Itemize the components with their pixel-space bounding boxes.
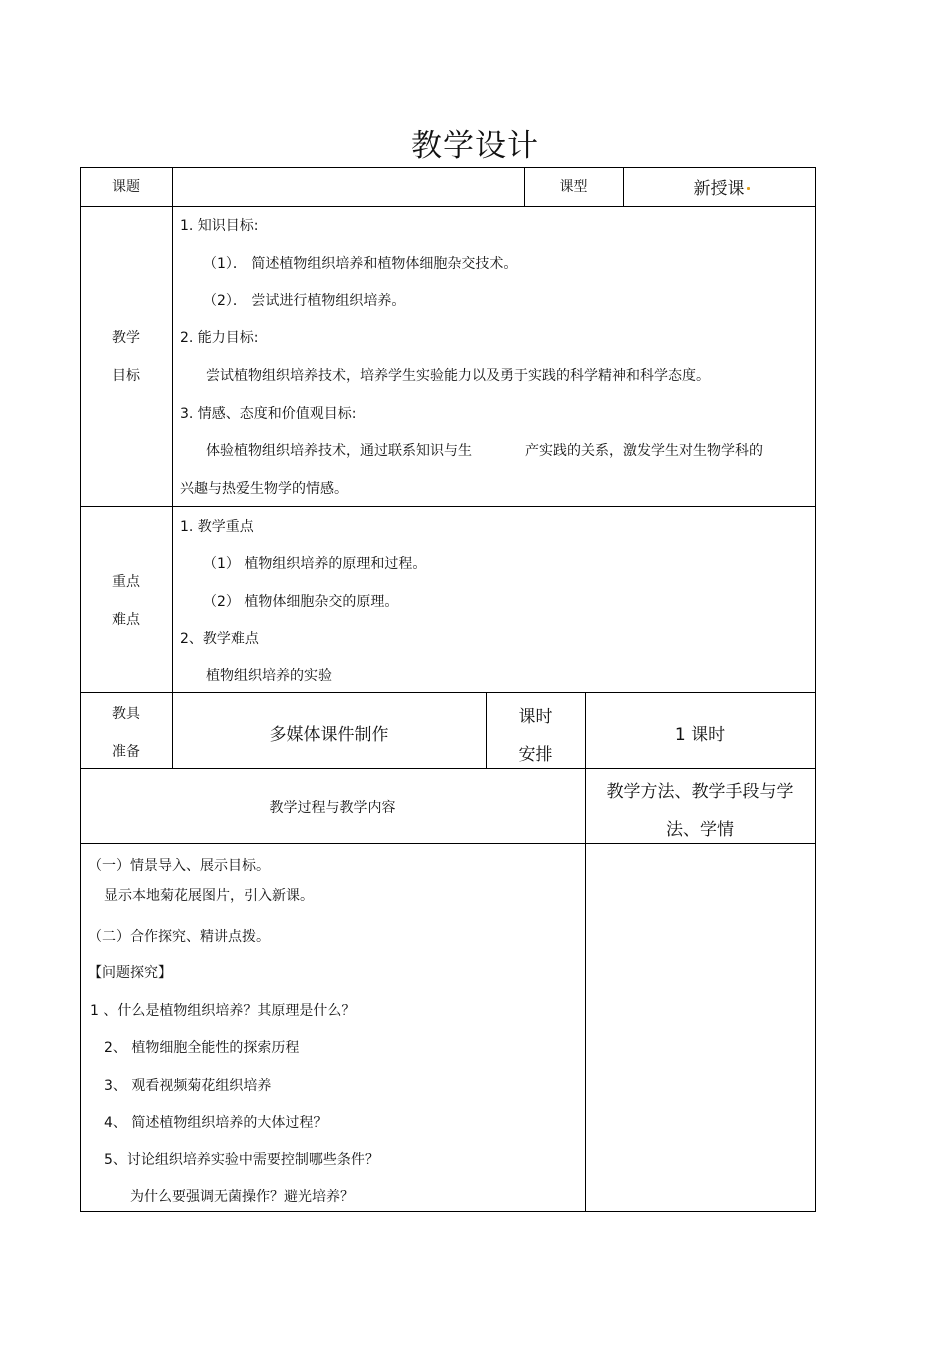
- table-border-bottom: [80, 1211, 816, 1212]
- objective-line: 尝试植物组织培养技术，培养学生实验能力以及勇于实践的科学精神和科学态度。: [206, 368, 710, 384]
- column-divider: [172, 167, 173, 768]
- table-border-top: [80, 167, 816, 168]
- time-label-1: 课时: [518, 707, 553, 727]
- keypoint-line: （2） 植物体细胞杂交的原理。: [203, 594, 399, 610]
- objective-line: 体验植物组织培养技术，通过联系知识与生: [206, 443, 472, 459]
- process-line: 3、 观看视频菊花组织培养: [104, 1078, 272, 1094]
- process-line: （二）合作探究、精讲点拨。: [88, 929, 270, 945]
- objectives-label-1: 教学: [112, 330, 140, 346]
- table-border-left: [80, 167, 81, 1211]
- process-line: 1 、什么是植物组织培养？其原理是什么？: [90, 1003, 356, 1019]
- objective-line: 产实践的关系，激发学生对生物学科的: [525, 443, 763, 459]
- time-label-2: 安排: [518, 745, 553, 765]
- row-divider: [80, 506, 816, 507]
- process-line: 为什么要强调无菌操作？避光培养？: [130, 1189, 354, 1205]
- tools-label-1: 教具: [112, 706, 140, 722]
- process-line: 4、 简述植物组织培养的大体过程？: [104, 1115, 328, 1131]
- objective-line: 3. 情感、态度和价值观目标:: [180, 406, 357, 422]
- keypoints-label-1: 重点: [112, 574, 140, 590]
- process-line: （一）情景导入、展示目标。: [88, 858, 270, 874]
- process-line: 【问题探究】: [88, 965, 172, 981]
- objective-line: （2）． 尝试进行植物组织培养。: [203, 293, 406, 309]
- type-label: 课型: [559, 179, 588, 195]
- row-divider: [80, 843, 816, 844]
- objectives-label-2: 目标: [112, 368, 140, 384]
- objective-line: （1）． 简述植物组织培养和植物体细胞杂交技术。: [203, 256, 518, 272]
- process-header-right-1: 教学方法、教学手段与学: [606, 782, 794, 802]
- column-divider: [585, 692, 586, 1211]
- keypoints-label-2: 难点: [112, 612, 140, 628]
- table-border-right: [815, 167, 816, 1211]
- tools-value: 多媒体课件制作: [269, 725, 389, 745]
- keypoint-line: 2、教学难点: [180, 631, 259, 647]
- type-value: 新授课: [693, 179, 745, 199]
- row-divider: [80, 692, 816, 693]
- keypoint-line: （1） 植物组织培养的原理和过程。: [203, 556, 427, 572]
- page-title: 教学设计: [411, 128, 539, 164]
- keypoint-line: 1. 教学重点: [180, 519, 254, 535]
- process-header-right-2: 法、学情: [666, 820, 734, 840]
- objective-line: 1. 知识目标:: [180, 218, 259, 234]
- objective-line: 2. 能力目标:: [180, 330, 259, 346]
- row-divider: [80, 768, 816, 769]
- process-line: 显示本地菊花展图片，引入新课。: [104, 888, 314, 904]
- mark-dot: [747, 187, 750, 190]
- keypoint-line: 植物组织培养的实验: [206, 668, 332, 684]
- row-divider: [80, 206, 816, 207]
- objective-line: 兴趣与热爱生物学的情感。: [180, 481, 348, 497]
- process-line: 5、讨论组织培养实验中需要控制哪些条件？: [104, 1152, 379, 1168]
- tools-label-2: 准备: [112, 744, 140, 760]
- process-header-left: 教学过程与教学内容: [269, 800, 396, 816]
- topic-label: 课题: [112, 179, 140, 195]
- process-line: 2、 植物细胞全能性的探索历程: [104, 1040, 300, 1056]
- time-value: 1 课时: [674, 725, 726, 745]
